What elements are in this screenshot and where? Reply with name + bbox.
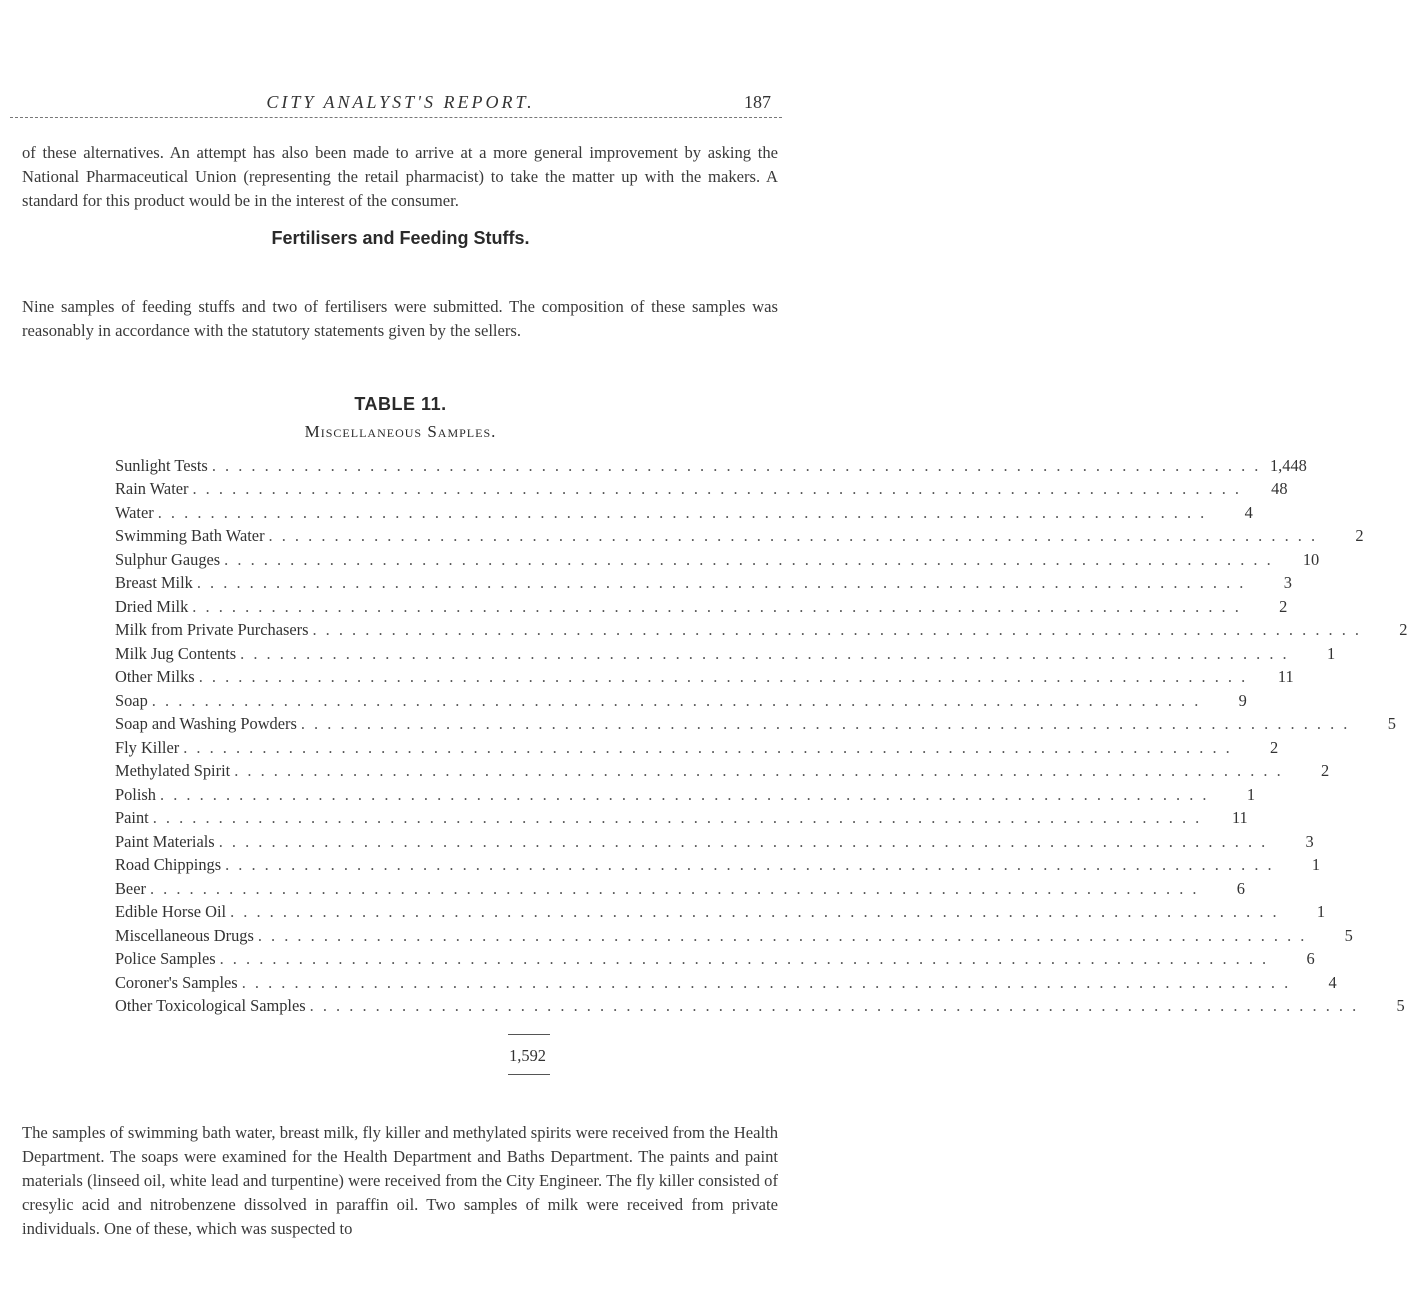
row-value: 2: [1399, 620, 1408, 639]
dot-leader: . . . . . . . . . . . . . . . . . . . . . . . . . . . . . . . . . . . . . . . . . . . . . . . . . . . . . . . . . . . . . . . . . . . . . . . . . . . . . . . .: [198, 667, 1248, 686]
row-value: 1: [1311, 855, 1321, 874]
dot-leader: . . . . . . . . . . . . . . . . . . . . . . . . . . . . . . . . . . . . . . . . . . . . . . . . . . . . . . . . . . . . . . . . . . . . . . . . . . . . . . . .: [240, 643, 1290, 663]
row-label: Soap: [115, 690, 148, 710]
row-value: 5: [1344, 925, 1353, 945]
row-label: Soap and Washing Powders: [115, 714, 297, 733]
table-row: [115, 875, 1245, 899]
dot-leader: . . . . . . . . . . . . . . . . . . . . . . . . . . . . . . . . . . . . . . . . . . . . . . . . . . . . . . . . . . . . . . . . . . . . . . . . . . . . . . . .: [192, 479, 1242, 498]
dot-leader: . . . . . . . . . . . . . . . . . . . . . . . . . . . . . . . . . . . . . . . . . . . . . . . . . . . . . . . . . . . . . . . . . . . . . . . . . . . . . . . .: [152, 808, 1202, 827]
row-value: 11: [1277, 667, 1294, 686]
row-value: 6: [1236, 878, 1245, 898]
dot-leader: . . . . . . . . . . . . . . . . . . . . . . . . . . . . . . . . . . . . . . . . . . . . . . . . . . . . . . . . . . . . . . . . . . . . . . . . . . . . . . . .: [219, 949, 1269, 968]
row-value: 4: [1328, 972, 1337, 992]
table-total: 1,592: [509, 1046, 546, 1065]
row-label: Paint: [115, 808, 149, 827]
dot-leader: . . . . . . . . . . . . . . . . . . . . . . . . . . . . . . . . . . . . . . . . . . . . . . . . . . . . . . . . . . . . . . . . . . . . . . . . . . . . . . . .: [224, 549, 1274, 569]
row-label: Milk from Private Purchasers: [115, 620, 309, 639]
row-label: Rain Water: [115, 479, 189, 498]
row-value: 2: [1279, 596, 1288, 616]
table-row: [115, 781, 1256, 805]
dot-leader: . . . . . . . . . . . . . . . . . . . . . . . . . . . . . . . . . . . . . . . . . . . . . . . . . . . . . . . . . . . . . . . . . . . . . . . . . . . . . . . .: [157, 502, 1207, 522]
row-label: Milk Jug Contents: [115, 643, 237, 663]
dot-leader: . . . . . . . . . . . . . . . . . . . . . . . . . . . . . . . . . . . . . . . . . . . . . . . . . . . . . . . . . . . . . . . . . . . . . . . . . . . . . . . .: [300, 714, 1350, 733]
row-label: Fly Killer: [115, 737, 180, 757]
table-row: [115, 993, 1405, 1017]
row-value: 11: [1231, 808, 1248, 827]
row-value: 1: [1246, 784, 1256, 804]
samples-table: [115, 452, 1408, 1016]
row-label: Edible Horse Oil: [115, 902, 227, 921]
table-row: [115, 711, 1396, 735]
row-label: Road Chippings: [115, 855, 222, 874]
dot-leader: . . . . . . . . . . . . . . . . . . . . . . . . . . . . . . . . . . . . . . . . . . . . . . . . . . . . . . . . . . . . . . . . . . . . . . . . . . . . . . . .: [183, 737, 1233, 757]
row-value: 1,448: [1269, 455, 1307, 475]
header-rule: [10, 117, 782, 118]
row-label: Beer: [115, 878, 146, 898]
dot-leader: . . . . . . . . . . . . . . . . . . . . . . . . . . . . . . . . . . . . . . . . . . . . . . . . . . . . . . . . . . . . . . . . . . . . . . . . . . . . . . . .: [257, 925, 1307, 945]
table-row: [115, 499, 1253, 523]
row-value: 4: [1244, 502, 1253, 522]
dot-leader: . . . . . . . . . . . . . . . . . . . . . . . . . . . . . . . . . . . . . . . . . . . . . . . . . . . . . . . . . . . . . . . . . . . . . . . . . . . . . . . .: [160, 784, 1210, 804]
table-row: [115, 523, 1364, 547]
row-value: 2: [1355, 526, 1364, 545]
row-label: Coroner's Samples: [115, 972, 238, 992]
row-value: 6: [1306, 949, 1315, 968]
row-label: Water: [115, 502, 154, 522]
dot-leader: . . . . . . . . . . . . . . . . . . . . . . . . . . . . . . . . . . . . . . . . . . . . . . . . . . . . . . . . . . . . . . . . . . . . . . . . . . . . . . . .: [196, 573, 1246, 592]
intro-paragraph: of these alternatives. An attempt has also been made to arrive at a more general improvement by asking the National Pharmaceutical Union (representing the retail pharmacist) to take the matter up with the makers. A standard for this product would be in the interest of the consumer.: [22, 142, 778, 210]
table-row: [115, 969, 1337, 993]
dot-leader: . . . . . . . . . . . . . . . . . . . . . . . . . . . . . . . . . . . . . . . . . . . . . . . . . . . . . . . . . . . . . . . . . . . . . . . . . . . . . . . .: [211, 455, 1261, 475]
row-value: 9: [1238, 690, 1247, 710]
row-value: 10: [1302, 549, 1320, 569]
closing-paragraph: The samples of swimming bath water, breast milk, fly killer and methylated spirits were received from the Health Department. The soaps were examined for the Health Department and Baths Department. The paints and paint materials (linseed oil, white lead and turpentine) were received from the City Engineer. The fly killer consisted of cresylic acid and nitrobenzene dissolved in paraffin oil. Two samples of milk were received from private individuals. One of these, which was suspected to: [22, 1122, 778, 1238]
row-value: 2: [1270, 737, 1279, 757]
table-row: [115, 476, 1288, 500]
running-title: CITY ANALYST'S REPORT.: [266, 92, 535, 112]
row-value: 3: [1305, 831, 1314, 851]
row-label: Police Samples: [115, 949, 216, 968]
section-heading: Fertilisers and Feeding Stuffs.: [271, 228, 530, 248]
table-row: [115, 734, 1279, 758]
table-row: [115, 593, 1288, 617]
dot-leader: . . . . . . . . . . . . . . . . . . . . . . . . . . . . . . . . . . . . . . . . . . . . . . . . . . . . . . . . . . . . . . . . . . . . . . . . . . . . . . . .: [192, 596, 1242, 616]
dot-leader: . . . . . . . . . . . . . . . . . . . . . . . . . . . . . . . . . . . . . . . . . . . . . . . . . . . . . . . . . . . . . . . . . . . . . . . . . . . . . . . .: [268, 526, 1318, 545]
dot-leader: . . . . . . . . . . . . . . . . . . . . . . . . . . . . . . . . . . . . . . . . . . . . . . . . . . . . . . . . . . . . . . . . . . . . . . . . . . . . . . . .: [218, 831, 1268, 851]
table-row: [115, 899, 1326, 923]
row-label: Paint Materials: [115, 831, 215, 851]
dot-leader: . . . . . . . . . . . . . . . . . . . . . . . . . . . . . . . . . . . . . . . . . . . . . . . . . . . . . . . . . . . . . . . . . . . . . . . . . . . . . . . .: [230, 902, 1280, 921]
total-rule-bottom: [508, 1074, 550, 1075]
row-value: 2: [1321, 761, 1330, 780]
dot-leader: . . . . . . . . . . . . . . . . . . . . . . . . . . . . . . . . . . . . . . . . . . . . . . . . . . . . . . . . . . . . . . . . . . . . . . . . . . . . . . . .: [234, 761, 1284, 780]
table-row: [115, 758, 1330, 782]
table-row: [115, 640, 1336, 664]
page-number: 187: [744, 92, 771, 112]
row-label: Other Toxicological Samples: [115, 996, 306, 1015]
table-row: [115, 805, 1248, 829]
dot-leader: . . . . . . . . . . . . . . . . . . . . . . . . . . . . . . . . . . . . . . . . . . . . . . . . . . . . . . . . . . . . . . . . . . . . . . . . . . . . . . . .: [149, 878, 1199, 898]
table-row: [115, 946, 1315, 970]
table-row: [115, 687, 1247, 711]
row-label: Methylated Spirit: [115, 761, 231, 780]
table-row: [115, 452, 1307, 476]
row-label: Sulphur Gauges: [115, 549, 221, 569]
row-label: Other Milks: [115, 667, 195, 686]
table-row: [115, 922, 1353, 946]
row-label: Miscellaneous Drugs: [115, 925, 254, 945]
table-row: [115, 546, 1320, 570]
row-label: Dried Milk: [115, 596, 189, 616]
dot-leader: . . . . . . . . . . . . . . . . . . . . . . . . . . . . . . . . . . . . . . . . . . . . . . . . . . . . . . . . . . . . . . . . . . . . . . . . . . . . . . . .: [225, 855, 1275, 874]
row-value: 48: [1271, 479, 1288, 498]
dot-leader: . . . . . . . . . . . . . . . . . . . . . . . . . . . . . . . . . . . . . . . . . . . . . . . . . . . . . . . . . . . . . . . . . . . . . . . . . . . . . . . .: [241, 972, 1291, 992]
table-row: [115, 852, 1321, 876]
fertilisers-paragraph: Nine samples of feeding stuffs and two of fertilisers were submitted. The composition of these samples was reasonably in accordance with the statutory statements given by the sellers.: [22, 296, 778, 340]
table-row: [115, 570, 1292, 594]
row-label: Swimming Bath Water: [115, 526, 265, 545]
table-title: TABLE 11.: [354, 394, 447, 414]
row-label: Breast Milk: [115, 573, 193, 592]
dot-leader: . . . . . . . . . . . . . . . . . . . . . . . . . . . . . . . . . . . . . . . . . . . . . . . . . . . . . . . . . . . . . . . . . . . . . . . . . . . . . . . .: [151, 690, 1201, 710]
table-subtitle: Miscellaneous Samples.: [304, 422, 497, 441]
row-value: 5: [1396, 996, 1405, 1015]
row-label: Sunlight Tests: [115, 455, 208, 475]
table-row: [115, 828, 1314, 852]
dot-leader: . . . . . . . . . . . . . . . . . . . . . . . . . . . . . . . . . . . . . . . . . . . . . . . . . . . . . . . . . . . . . . . . . . . . . . . . . . . . . . . .: [309, 996, 1359, 1015]
row-value: 1: [1316, 902, 1326, 921]
row-value: 3: [1283, 573, 1292, 592]
row-label: Polish: [115, 784, 156, 804]
row-value: 1: [1326, 643, 1336, 663]
row-value: 5: [1387, 714, 1396, 733]
dot-leader: . . . . . . . . . . . . . . . . . . . . . . . . . . . . . . . . . . . . . . . . . . . . . . . . . . . . . . . . . . . . . . . . . . . . . . . . . . . . . . . .: [312, 620, 1362, 639]
table-row: [115, 664, 1294, 688]
total-rule-top: [508, 1034, 550, 1035]
table-row: [115, 617, 1408, 641]
